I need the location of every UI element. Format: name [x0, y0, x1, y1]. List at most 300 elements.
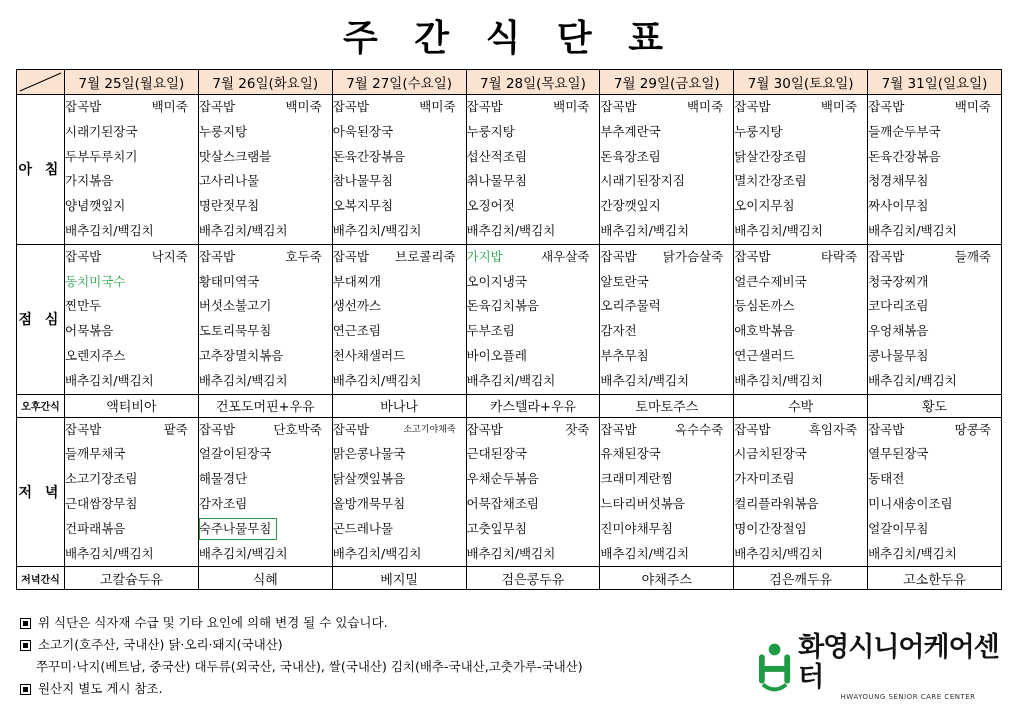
dish-text: 바이오플레: [466, 347, 527, 363]
rice-porridge-line: [199, 245, 332, 270]
dish-text: 황태미역국: [198, 273, 260, 289]
dish-item: [333, 294, 466, 319]
dish-text: 아욱된장국: [332, 123, 394, 139]
dish-text: 맑은콩나물국: [332, 446, 406, 462]
dish-item: [333, 492, 466, 517]
rice-item: 잡곡밥: [198, 248, 236, 264]
dish-text: 고춧잎무침: [466, 520, 527, 536]
breakfast-menu-cell: [600, 95, 734, 245]
dish-text: 배추김치/백김치: [65, 222, 154, 238]
dish-text: 천사채샐러드: [332, 347, 406, 363]
dish-text: 배추김치/백김치: [332, 372, 422, 388]
porridge-item: 팥죽: [163, 421, 188, 437]
dish-text: 배추김치/백김치: [600, 372, 690, 388]
dish-text: 오징어젓: [466, 198, 515, 214]
snack-cell: 베지밀: [332, 567, 466, 590]
dish-text: 두부조림: [466, 323, 515, 339]
dish-text: 동치미국수: [65, 273, 126, 289]
dish-item: [868, 344, 1001, 369]
dish-text: 배추김치/백김치: [600, 222, 690, 238]
rice-item: 잡곡밥: [466, 99, 503, 114]
dinner-row: [17, 417, 1002, 567]
lunch-menu-cell: [65, 244, 199, 394]
dish-item: [868, 319, 1001, 344]
dinner-menu-cell: [332, 417, 466, 567]
dish-text: 명이간장절임: [734, 520, 807, 536]
day-header: 7월 26일(화요일): [198, 70, 332, 95]
snack-cell: 식혜: [198, 567, 332, 590]
dish-text: 짜사이무침: [868, 198, 929, 214]
rice-item: 잡곡밥: [734, 248, 771, 264]
dish-item: [734, 294, 867, 319]
weekly-menu-table: [16, 69, 1002, 590]
breakfast-menu-cell: [65, 95, 199, 245]
dish-item: [868, 369, 1001, 394]
dish-item: [734, 492, 867, 517]
dinner-menu-cell: [198, 417, 332, 567]
logo-mark-icon: [757, 641, 792, 693]
dinner-menu-cell: [868, 417, 1002, 567]
dish-item: [734, 319, 867, 344]
dish-item: [600, 270, 733, 295]
dish-item: [868, 517, 1001, 542]
dish-text: 배추김치/백김치: [198, 222, 288, 238]
dish-item: [65, 120, 198, 145]
porridge-item: 낙지죽: [151, 248, 188, 264]
dish-text: 섭산적조림: [466, 148, 527, 164]
dish-item: [199, 517, 332, 542]
dish-item: [467, 219, 600, 244]
dish-text: 청국장찌개: [868, 273, 929, 289]
dish-item: [734, 194, 867, 219]
dish-text: 느타리버섯볶음: [600, 495, 685, 511]
rice-porridge-line: [734, 418, 867, 443]
rice-item: 잡곡밥: [332, 421, 369, 437]
dish-item: [65, 319, 198, 344]
dish-item: [333, 319, 466, 344]
dish-item: [467, 194, 600, 219]
dish-text: 어묵볶음: [65, 323, 114, 339]
dish-item: [600, 194, 733, 219]
rice-porridge-line: [65, 95, 198, 120]
dish-text: 배추김치/백김치: [332, 545, 422, 561]
dish-text: 시래기된장지짐: [600, 173, 685, 189]
dish-text: 배추김치/백김치: [332, 222, 422, 238]
dish-text: 돈육김치볶음: [466, 298, 539, 314]
dish-text: 고사리나물: [198, 173, 260, 189]
lunch-menu-cell: [198, 244, 332, 394]
dish-text: 감자조림: [198, 495, 248, 511]
dish-item: [734, 542, 867, 567]
dish-text: 얼갈이무침: [868, 520, 929, 536]
dish-text: 배추김치/백김치: [734, 545, 823, 561]
meal-label: 점 심: [17, 244, 65, 394]
dish-item: [734, 219, 867, 244]
rice-porridge-line: [600, 95, 733, 120]
breakfast-menu-cell: [332, 95, 466, 245]
dish-item: [65, 517, 198, 542]
meal-label: 저 녁: [17, 417, 65, 567]
dish-text: 시래기된장국: [65, 123, 138, 139]
dish-text: 가자미조림: [734, 471, 795, 487]
breakfast-menu-cell: [734, 95, 868, 245]
dish-text: 도토리묵무침: [198, 323, 272, 339]
porridge-item: 백미죽: [285, 99, 322, 114]
dish-text: 배추김치/백김치: [868, 372, 957, 388]
dish-text: 돈육장조림: [600, 148, 661, 164]
dinner-menu-cell: [466, 417, 600, 567]
dish-item: [199, 492, 332, 517]
dish-item: [65, 169, 198, 194]
dish-item: [199, 294, 332, 319]
rice-item: 잡곡밥: [332, 248, 369, 264]
rice-porridge-line: [868, 418, 1001, 443]
snack-cell: 검은깨두유: [734, 567, 868, 590]
dish-item: [868, 492, 1001, 517]
dish-text: 멸치간장조림: [734, 173, 807, 189]
rice-item: 잡곡밥: [600, 248, 637, 264]
dish-item: [467, 169, 600, 194]
dish-item: [65, 194, 198, 219]
porridge-item: 새우살죽: [541, 248, 590, 264]
pm_snack-row: [17, 394, 1002, 417]
rice-porridge-line: [65, 418, 198, 443]
day-header: 7월 29일(금요일): [600, 70, 734, 95]
snack-cell: 바나나: [332, 394, 466, 417]
rice-porridge-line: [467, 418, 600, 443]
lunch-row: [17, 244, 1002, 394]
dish-item: [199, 120, 332, 145]
dish-item: [467, 270, 600, 295]
rice-porridge-line: [333, 418, 466, 443]
snack-cell: 카스텔라+우유: [466, 394, 600, 417]
dish-text: 고추장멸치볶음: [198, 347, 284, 363]
dish-text: 부추계란국: [600, 123, 661, 139]
rice-porridge-line: [333, 95, 466, 120]
note-origin-meat: 소고기(호주산, 국내산) 닭·오리·돼지(국내산): [38, 637, 283, 652]
dish-item: [600, 492, 733, 517]
dish-item: [868, 145, 1001, 170]
dish-text: 닭살깻잎볶음: [332, 471, 406, 487]
dish-item: [868, 467, 1001, 492]
rice-item: 잡곡밥: [65, 99, 102, 114]
dish-text: 생선까스: [332, 298, 381, 314]
breakfast-menu-cell: [868, 95, 1002, 245]
dish-text: 배추김치/백김치: [734, 222, 823, 238]
dish-text: 등심돈까스: [734, 298, 795, 314]
dish-text: 애호박볶음: [734, 323, 795, 339]
dish-item: [600, 219, 733, 244]
dish-item: [600, 169, 733, 194]
dish-text: 배추김치/백김치: [466, 222, 556, 238]
dish-item: [199, 169, 332, 194]
dish-text: 크래미계란찜: [600, 471, 673, 487]
dish-text: 연근샐러드: [734, 347, 795, 363]
dish-item: [199, 369, 332, 394]
dish-item: [467, 294, 600, 319]
dish-text: 알토란국: [600, 273, 649, 289]
dish-item: [467, 319, 600, 344]
dish-item: [199, 219, 332, 244]
dish-item: [65, 542, 198, 567]
dish-text: 얼큰수제비국: [734, 273, 807, 289]
dish-text: 들깨순두부국: [868, 123, 941, 139]
snack-cell: 수박: [734, 394, 868, 417]
dish-text: 우채순두볶음: [466, 471, 539, 487]
dish-item: [333, 194, 466, 219]
porridge-item: 백미죽: [954, 99, 991, 114]
dish-text: 오복지무침: [332, 198, 394, 214]
dish-item: [333, 145, 466, 170]
dish-text: 진미야채무침: [600, 520, 673, 536]
dish-text: 부추무침: [600, 347, 649, 363]
dish-text: 콩나물무침: [868, 347, 929, 363]
dish-text: 취나물무침: [466, 173, 527, 189]
porridge-item: 백미죽: [419, 99, 456, 114]
dish-item: [199, 344, 332, 369]
rice-porridge-line: [868, 245, 1001, 270]
rice-porridge-line: [65, 245, 198, 270]
dish-item: [600, 319, 733, 344]
dish-text: 배추김치/백김치: [466, 372, 556, 388]
dish-text: 배추김치/백김치: [734, 372, 823, 388]
dish-text: 근대쌈장무침: [65, 495, 138, 511]
dish-item: [333, 344, 466, 369]
dish-item: [734, 467, 867, 492]
dish-text: 배추김치/백김치: [600, 545, 690, 561]
porridge-item: 흑임자죽: [808, 421, 858, 437]
dish-item: [600, 120, 733, 145]
dish-item: [65, 492, 198, 517]
dish-item: [467, 442, 600, 467]
dish-item: [734, 169, 867, 194]
dish-item: [600, 344, 733, 369]
porridge-item: 들깨죽: [954, 248, 991, 264]
dish-text: 근대된장국: [466, 446, 527, 462]
dish-item: [65, 219, 198, 244]
snack-cell: 건포도머핀+우유: [198, 394, 332, 417]
rice-porridge-line: [734, 95, 867, 120]
rice-item: 잡곡밥: [868, 99, 905, 114]
dish-item: [199, 542, 332, 567]
rice-porridge-line: [199, 95, 332, 120]
dish-item: [868, 120, 1001, 145]
checkbox-bullet-icon: [20, 618, 31, 629]
dish-item: [199, 467, 332, 492]
snack-cell: 고칼슘두유: [65, 567, 199, 590]
dish-item: [333, 219, 466, 244]
rice-item: 잡곡밥: [600, 421, 637, 437]
dish-text: 찐만두: [65, 298, 102, 314]
dish-text: 오이지무침: [734, 198, 795, 214]
dish-item: [734, 517, 867, 542]
dish-item: [467, 145, 600, 170]
dish-item: [333, 369, 466, 394]
dish-text: 버섯소불고기: [198, 298, 272, 314]
dish-item: [65, 344, 198, 369]
snack-cell: 검은콩두유: [466, 567, 600, 590]
checkbox-bullet-icon: [20, 640, 31, 651]
porridge-item: 단호박죽: [273, 421, 322, 437]
dish-text: 컬리플라워볶음: [734, 495, 819, 511]
dish-text: 닭살간장조림: [734, 148, 807, 164]
dinner-menu-cell: [65, 417, 199, 567]
breakfast-row: [17, 95, 1002, 245]
lunch-menu-cell: [868, 244, 1002, 394]
dish-text: 곤드레나물: [332, 520, 394, 536]
dish-text: 올방개묵무침: [332, 495, 406, 511]
dish-text: 얼갈이된장국: [198, 446, 272, 462]
dish-item: [65, 369, 198, 394]
dish-text: 누룽지탕: [734, 123, 783, 139]
rice-item: 잡곡밥: [332, 99, 369, 114]
dish-item: [467, 369, 600, 394]
dish-text: 배추김치/백김치: [868, 545, 957, 561]
dish-item: [600, 442, 733, 467]
rice-porridge-line: [467, 95, 600, 120]
dish-item: [467, 542, 600, 567]
breakfast-menu-cell: [466, 95, 600, 245]
dish-text: 우엉채볶음: [868, 323, 929, 339]
porridge-item: 백미죽: [820, 99, 858, 114]
dish-text: 건파래볶음: [65, 520, 126, 536]
rice-item: 잡곡밥: [734, 421, 771, 437]
dish-text: 누룽지탕: [466, 123, 515, 139]
rice-item: 잡곡밥: [600, 99, 637, 114]
dish-text: 돈육간장볶음: [332, 148, 406, 164]
rice-item: 잡곡밥: [466, 421, 503, 437]
dish-item: [333, 542, 466, 567]
dish-item: [868, 219, 1001, 244]
dish-item: [467, 492, 600, 517]
rice-item: 가지밥: [466, 248, 503, 264]
snack-cell: 야채주스: [600, 567, 734, 590]
dish-text: 어묵잡채조림: [466, 495, 539, 511]
dish-text: 열무된장국: [868, 446, 929, 462]
dish-item: [734, 270, 867, 295]
dish-item: [333, 442, 466, 467]
dish-text: 배추김치/백김치: [466, 545, 556, 561]
dish-item: [199, 270, 332, 295]
dish-item: [65, 467, 198, 492]
dish-item: [467, 467, 600, 492]
dish-text: 배추김치/백김치: [868, 222, 957, 238]
porridge-item: 백미죽: [686, 99, 724, 114]
meal-label: 아 침: [17, 95, 65, 245]
dish-item: [868, 169, 1001, 194]
lunch-menu-cell: [734, 244, 868, 394]
porridge-item: 닭가슴살죽: [662, 248, 724, 264]
snack-cell: 고소한두유: [868, 567, 1002, 590]
snack-cell: 액티비아: [65, 394, 199, 417]
lunch-menu-cell: [466, 244, 600, 394]
dish-item: [868, 270, 1001, 295]
porridge-item: 잣죽: [565, 421, 590, 437]
dish-text: 들깨무채국: [65, 446, 126, 462]
dish-item: [65, 294, 198, 319]
dinner-menu-cell: [600, 417, 734, 567]
dish-text: 맛살스크램블: [198, 148, 272, 164]
porridge-item: 옥수수죽: [674, 421, 724, 437]
note-origin-ref: 원산지 별도 게시 참조.: [38, 681, 163, 696]
dish-item: [199, 194, 332, 219]
dish-text: 청경채무침: [868, 173, 929, 189]
porridge-item: 소고기야채죽: [403, 424, 456, 435]
dish-text: 감자전: [600, 323, 637, 339]
dish-text: 명란젓무침: [198, 198, 260, 214]
dish-item: [333, 120, 466, 145]
day-header: 7월 27일(수요일): [332, 70, 466, 95]
dish-item: [199, 319, 332, 344]
dish-text: 양념깻잎지: [65, 198, 126, 214]
dish-item: [734, 120, 867, 145]
porridge-item: 브로콜리죽: [395, 248, 456, 264]
porridge-item: 타락죽: [820, 248, 858, 264]
day-header: 7월 31일(일요일): [868, 70, 1002, 95]
rice-porridge-line: [467, 245, 600, 270]
rice-porridge-line: [600, 245, 733, 270]
dish-item: [600, 467, 733, 492]
rice-porridge-line: [333, 245, 466, 270]
eve_snack-row: [17, 567, 1002, 590]
dish-text: 동태전: [868, 471, 905, 487]
porridge-item: 백미죽: [553, 99, 590, 114]
rice-item: 잡곡밥: [868, 248, 905, 264]
note-origin-other: 쭈꾸미·낙지(베트남, 중국산) 대두류(외국산, 국내산), 쌀(국내산) 김치(배추-국내산,고춧가루-국내산): [36, 659, 583, 674]
rice-item: 잡곡밥: [734, 99, 771, 114]
rice-item: 잡곡밥: [65, 248, 102, 264]
day-header-row: [17, 70, 1002, 95]
dish-item: [734, 145, 867, 170]
rice-item: 잡곡밥: [198, 421, 236, 437]
snack-label: 저녁간식: [17, 567, 65, 590]
checkbox-bullet-icon: [20, 684, 31, 695]
dish-text: 해물경단: [198, 471, 248, 487]
note-change: 위 식단은 식자재 수급 및 기타 요인에 의해 변경 될 수 있습니다.: [38, 615, 388, 630]
dish-text: 소고기장조림: [65, 471, 138, 487]
snack-label: 오후간식: [17, 394, 65, 417]
breakfast-menu-cell: [198, 95, 332, 245]
dish-text: 유채된장국: [600, 446, 661, 462]
dish-text: 배추김치/백김치: [65, 545, 154, 561]
dish-item: [199, 145, 332, 170]
dish-item: [734, 344, 867, 369]
dish-item: [467, 517, 600, 542]
dish-text: 오리주물럭: [600, 298, 661, 314]
dish-item: [65, 270, 198, 295]
corner-cell: [17, 70, 65, 95]
dish-item: [333, 169, 466, 194]
day-header: 7월 28일(목요일): [466, 70, 600, 95]
dish-item: [65, 442, 198, 467]
dish-text: 누룽지탕: [198, 123, 248, 139]
dish-item: [868, 194, 1001, 219]
logo-english: HWAYOUNG SENIOR CARE CENTER: [840, 693, 976, 701]
porridge-item: 백미죽: [151, 99, 188, 114]
dish-text: 시금치된장국: [734, 446, 807, 462]
dish-item: [600, 542, 733, 567]
rice-porridge-line: [199, 418, 332, 443]
dish-text: 부대찌개: [332, 273, 381, 289]
dish-item: [600, 369, 733, 394]
dinner-menu-cell: [734, 417, 868, 567]
dish-item: [600, 294, 733, 319]
dish-item: [333, 517, 466, 542]
dish-text: 오렌지주스: [65, 347, 126, 363]
dish-item: [868, 442, 1001, 467]
dish-text: 배추김치/백김치: [198, 545, 288, 561]
dish-item: [199, 442, 332, 467]
